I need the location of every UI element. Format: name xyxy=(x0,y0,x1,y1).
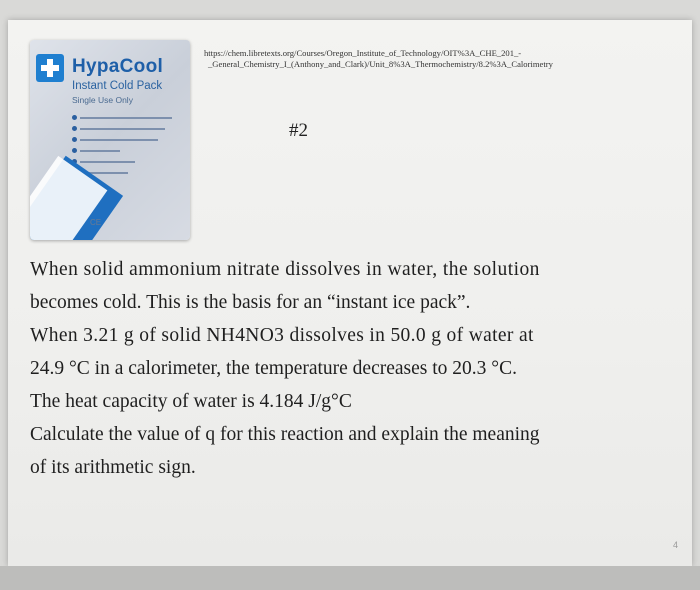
pack-marks: CE xyxy=(90,218,102,227)
problem-text xyxy=(30,256,670,487)
medical-cross-icon xyxy=(36,54,64,82)
problem-line: When solid ammonium nitrate dissolves in water, the solution xyxy=(30,259,540,280)
problem-number: #2 xyxy=(289,120,308,141)
problem-line: Calculate the value of q for this reaction and explain the meaning xyxy=(30,424,540,445)
pack-instructions xyxy=(72,112,182,178)
problem-line: When 3.21 g of solid NH4NO3 dissolves in 50.0 g of water at xyxy=(30,325,534,346)
pack-brand: HypaCool xyxy=(72,56,164,77)
source-url[interactable] xyxy=(204,48,604,70)
problem-line: 24.9 °C in a calorimeter, the temperature decreases to 20.3 °C. xyxy=(30,358,517,379)
cold-pack-image xyxy=(30,40,190,240)
source-url-line1: https://chem.libretexts.org/Courses/Oregon_Institute_of_Technology/OIT%3A_CHE_201_- xyxy=(204,48,522,58)
problem-line: becomes cold. This is the basis for an “instant ice pack”. xyxy=(30,292,471,313)
problem-line: of its arithmetic sign. xyxy=(30,457,196,478)
problem-line: The heat capacity of water is 4.184 J/g°C xyxy=(30,391,352,412)
source-url-line2: _General_Chemistry_I_(Anthony_and_Clark)/Unit_8%3A_Thermochemistry/8.2%3A_Calorimetry xyxy=(208,59,553,69)
page-number: 4 xyxy=(673,540,679,550)
pack-usage: Single Use Only xyxy=(72,95,133,105)
desk-background xyxy=(0,566,700,590)
pack-product: Instant Cold Pack xyxy=(72,80,163,92)
